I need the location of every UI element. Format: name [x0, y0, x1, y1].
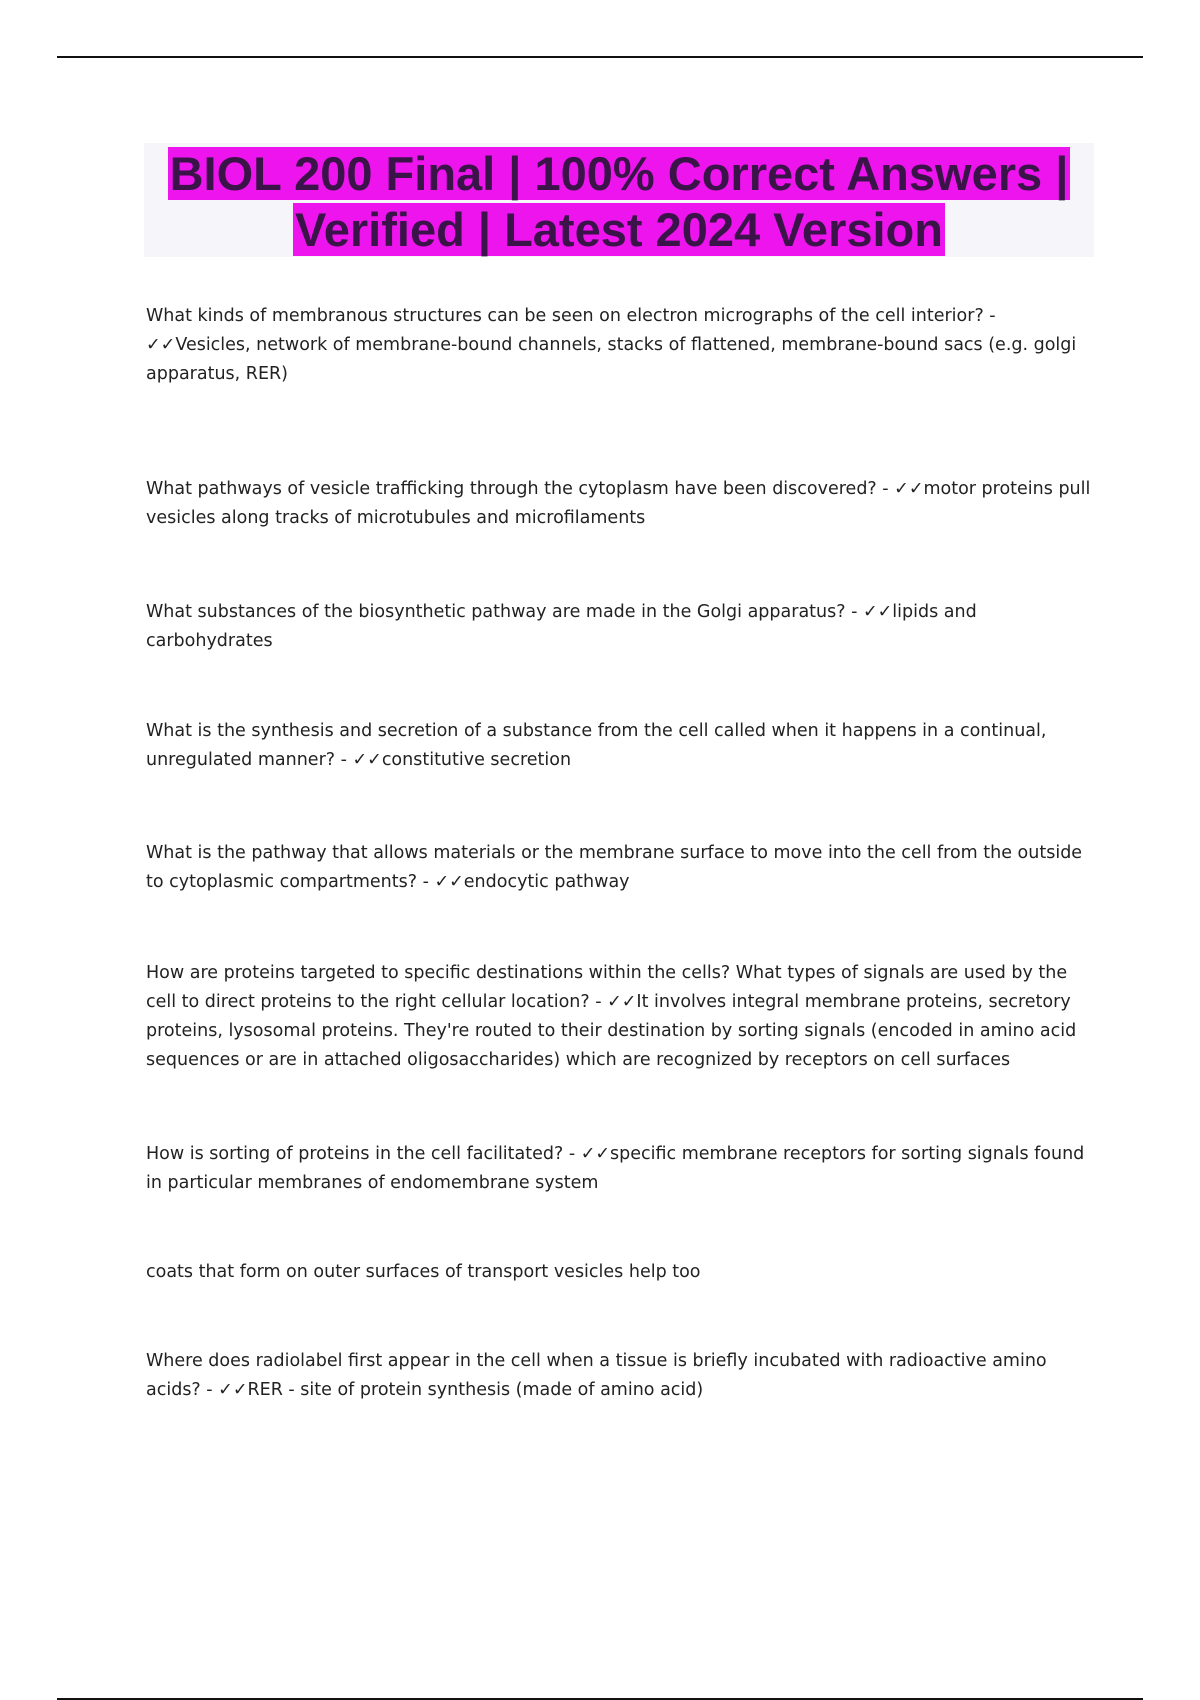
qa-item: How are proteins targeted to specific destinations within the cells? What types of signals are used by the cell to direct proteins to the right cellular location? - ✓✓It involves integral membrane proteins, secretory proteins, lysosomal proteins. They're routed to their destination by sorting signals (encoded in amino acid sequences or are in attached oligosaccharides) which are recognized by receptors on cell surfaces	[146, 963, 1077, 1070]
document-title	[144, 146, 1094, 258]
qa-item: coats that form on outer surfaces of transport vesicles help too	[146, 1262, 701, 1282]
qa-item: What pathways of vesicle trafficking through the cytoplasm have been discovered? - ✓✓motor proteins pull vesicles along tracks of microtubules and microfilaments	[146, 479, 1091, 528]
qa-item: Where does radiolabel first appear in the cell when a tissue is briefly incubated with radioactive amino acids? - ✓✓RER - site of protein synthesis (made of amino acid)	[146, 1351, 1047, 1400]
top-divider	[57, 56, 1143, 58]
title-line-2: Verified | Latest 2024 Version	[295, 203, 943, 256]
qa-item: What kinds of membranous structures can be seen on electron micrographs of the cell interior? - ✓✓Vesicles, network of membrane-bound channels, stacks of flattened, membrane-bound sacs (e.g. golgi apparatus, RER)	[146, 306, 1077, 384]
qa-item: What substances of the biosynthetic pathway are made in the Golgi apparatus? - ✓✓lipids and carbohydrates	[146, 602, 977, 651]
qa-item: What is the pathway that allows materials or the membrane surface to move into the cell from the outside to cytoplasmic compartments? - ✓✓endocytic pathway	[146, 843, 1083, 892]
qa-item: What is the synthesis and secretion of a substance from the cell called when it happens in a continual, unregulated manner? - ✓✓constitutive secretion	[146, 721, 1047, 770]
qa-list	[146, 302, 1091, 1405]
title-line-1: BIOL 200 Final | 100% Correct Answers |	[169, 147, 1069, 200]
qa-item: How is sorting of proteins in the cell facilitated? - ✓✓specific membrane receptors for sorting signals found in particular membranes of endomembrane system	[146, 1144, 1085, 1193]
